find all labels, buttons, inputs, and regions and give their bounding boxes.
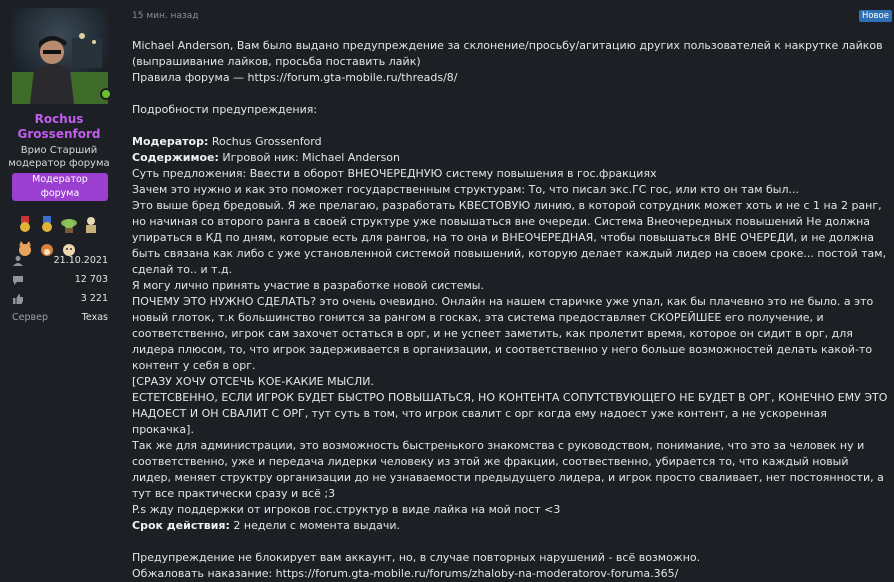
user-stats (12, 251, 108, 327)
quoted-line-2: Зачем это нужно и как это поможет государственным структурам: То, что писал экс.ГС гос, или кто он там был... (132, 183, 799, 196)
thumbs-up-icon (12, 293, 24, 305)
content-line (132, 150, 888, 166)
footer-note: Предупреждение не блокирует вам аккаунт, но, в случае повторных нарушений - всё возможно. (132, 551, 701, 564)
username-line-1[interactable]: Rochus (34, 112, 84, 126)
quoted-line-3: Это выше бред бредовый. Я же прелагаю, разработать КВЕСТОВУЮ линию, в которой сотрудник может хоть и не с 1 на 2 ранг, но начиная со второго ранга в своей структуре уже повышаться вне очереди. Система Внеочередных повышений Не должна упираться в КД по дням, которые есть для рангов, на то она и ВНЕОЧЕРЕДНАЯ, чтобы повышаться ВНЕ ОЧЕРЕДИ, и не должна быть связана как либо с уже установленной системой повышений, которую делает каждый лидер на своем сроке... постой там, сделай то.. и т.д. (132, 199, 887, 276)
stat-server-label: Сервер (12, 312, 48, 323)
user-sidebar (0, 0, 118, 517)
term-value: 2 недели с момента выдачи. (229, 519, 401, 532)
avatar[interactable] (12, 8, 108, 104)
intro-text: Michael Anderson, Вам было выдано предупреждение за склонение/просьбу/агитацию других пользователей к накрутке лайков (выпрашивание лайков, просьба поставить лайк) (132, 39, 883, 68)
stat-reactions (12, 289, 108, 308)
moderator-value: Rochus Grossenford (208, 135, 322, 148)
content-value: Игровой ник: Michael Anderson (218, 151, 401, 164)
details-heading: Подробности предупреждения: (132, 103, 318, 116)
stat-messages-value: 12 703 (74, 274, 108, 285)
role-badge: Модератор форума (12, 173, 108, 201)
stat-messages (12, 270, 108, 289)
term-line (132, 518, 888, 534)
post-content (132, 0, 888, 582)
appeal-link[interactable]: Обжаловать наказание: https://forum.gta-mobile.ru/forums/zhaloby-na-moderatorov-foruma.365/ (132, 567, 679, 580)
quoted-line-7: ЕСТЕТСВЕННО, ЕСЛИ ИГРОК БУДЕТ БЫСТРО ПОВЫШАТЬСЯ, НО КОНТЕНТА СОПУТСТВУЮЩЕГО НЕ БУДЕТ В ОРГ, КОНЕЧНО ЕМУ ЭТО НАДОЕСТ И ОН СВАЛИТ С ОРГ, тут суть в том, что игрок свалит с орг когда ему надоест уже контент, а не ускоренная прокачка]. (132, 391, 888, 436)
moderator-line (132, 134, 888, 150)
quoted-line-1: Суть предложения: Ввести в оборот ВНЕОЧЕРЕДНУЮ систему повышения в гос.фракциях (132, 167, 657, 180)
username-line-2[interactable]: Grossenford (17, 127, 101, 141)
stat-server-value: Texas (81, 312, 108, 323)
user-icon (12, 255, 24, 267)
quoted-line-8: Так же для администрации, это возможность быстренького знакомства с руководством, понимание, что это за человек ну и соответственно, уже и передача лидерки человеку из этой же фракции, соотвественно, убирается то, что каждый новый лидер, меняет структру организации до не узнаваемости предыдущего лидера, и игрок просто сваливает, нет постоянности, а тут все практически сразу и всё ;3 (132, 439, 884, 500)
online-status-icon (100, 88, 112, 100)
quoted-line-4: Я могу лично принять участие в разработке новой системы. (132, 279, 484, 292)
content-label: Содержимое: (132, 151, 219, 164)
awards-row-1 (16, 215, 118, 233)
medal-award-icon[interactable] (16, 215, 34, 233)
post-timestamp[interactable]: 15 мин. назад (132, 11, 199, 21)
messages-icon (12, 274, 24, 286)
avatar-container[interactable] (12, 8, 108, 104)
post-meta (132, 0, 888, 32)
stat-joined-value: 21.10.2021 (53, 255, 108, 266)
stat-reactions-value: 3 221 (80, 293, 108, 304)
post-body (132, 38, 888, 582)
term-label: Срок действия: (132, 519, 230, 532)
character-award-icon[interactable] (82, 215, 100, 233)
quoted-line-9: P.s жду поддержки от игроков гос.структур в виде лайка на мой пост <3 (132, 503, 561, 516)
stat-server (12, 308, 108, 327)
blue-medal-award-icon[interactable] (38, 215, 56, 233)
new-badge: Новое (859, 10, 892, 22)
user-title (0, 144, 118, 170)
stat-joined (12, 251, 108, 270)
user-title-line-2: модератор форума (8, 158, 110, 169)
quoted-line-6: [СРАЗУ ХОЧУ ОТСЕЧЬ КОЕ-КАКИЕ МЫСЛИ. (132, 375, 374, 388)
quoted-line-5: ПОЧЕМУ ЭТО НУЖНО СДЕЛАТЬ? это очень очевидно. Онлайн на нашем старичке уже упал, как бы плачевно это не было. а это новый глоток, т.к большинство гонится за рангом в госках, эта система предоставляет СКОРЕЙШЕЕ его получение, и соответственно, игрок сам захочет остаться в орг, и не успеет заметить, как пролетит время, которое он сидит в орг, для лидера плюсом, то, что игрок задерживается в организации, и соответственно у него больше возможностей делать какой-то контент у себя в орг. (132, 295, 874, 372)
user-title-line-1: Врио Старший (20, 145, 98, 156)
moderator-label: Модератор: (132, 135, 209, 148)
rules-link[interactable]: Правила форума — https://forum.gta-mobile.ru/threads/8/ (132, 71, 458, 84)
username[interactable] (0, 112, 118, 142)
yoda-award-icon[interactable] (60, 215, 78, 233)
